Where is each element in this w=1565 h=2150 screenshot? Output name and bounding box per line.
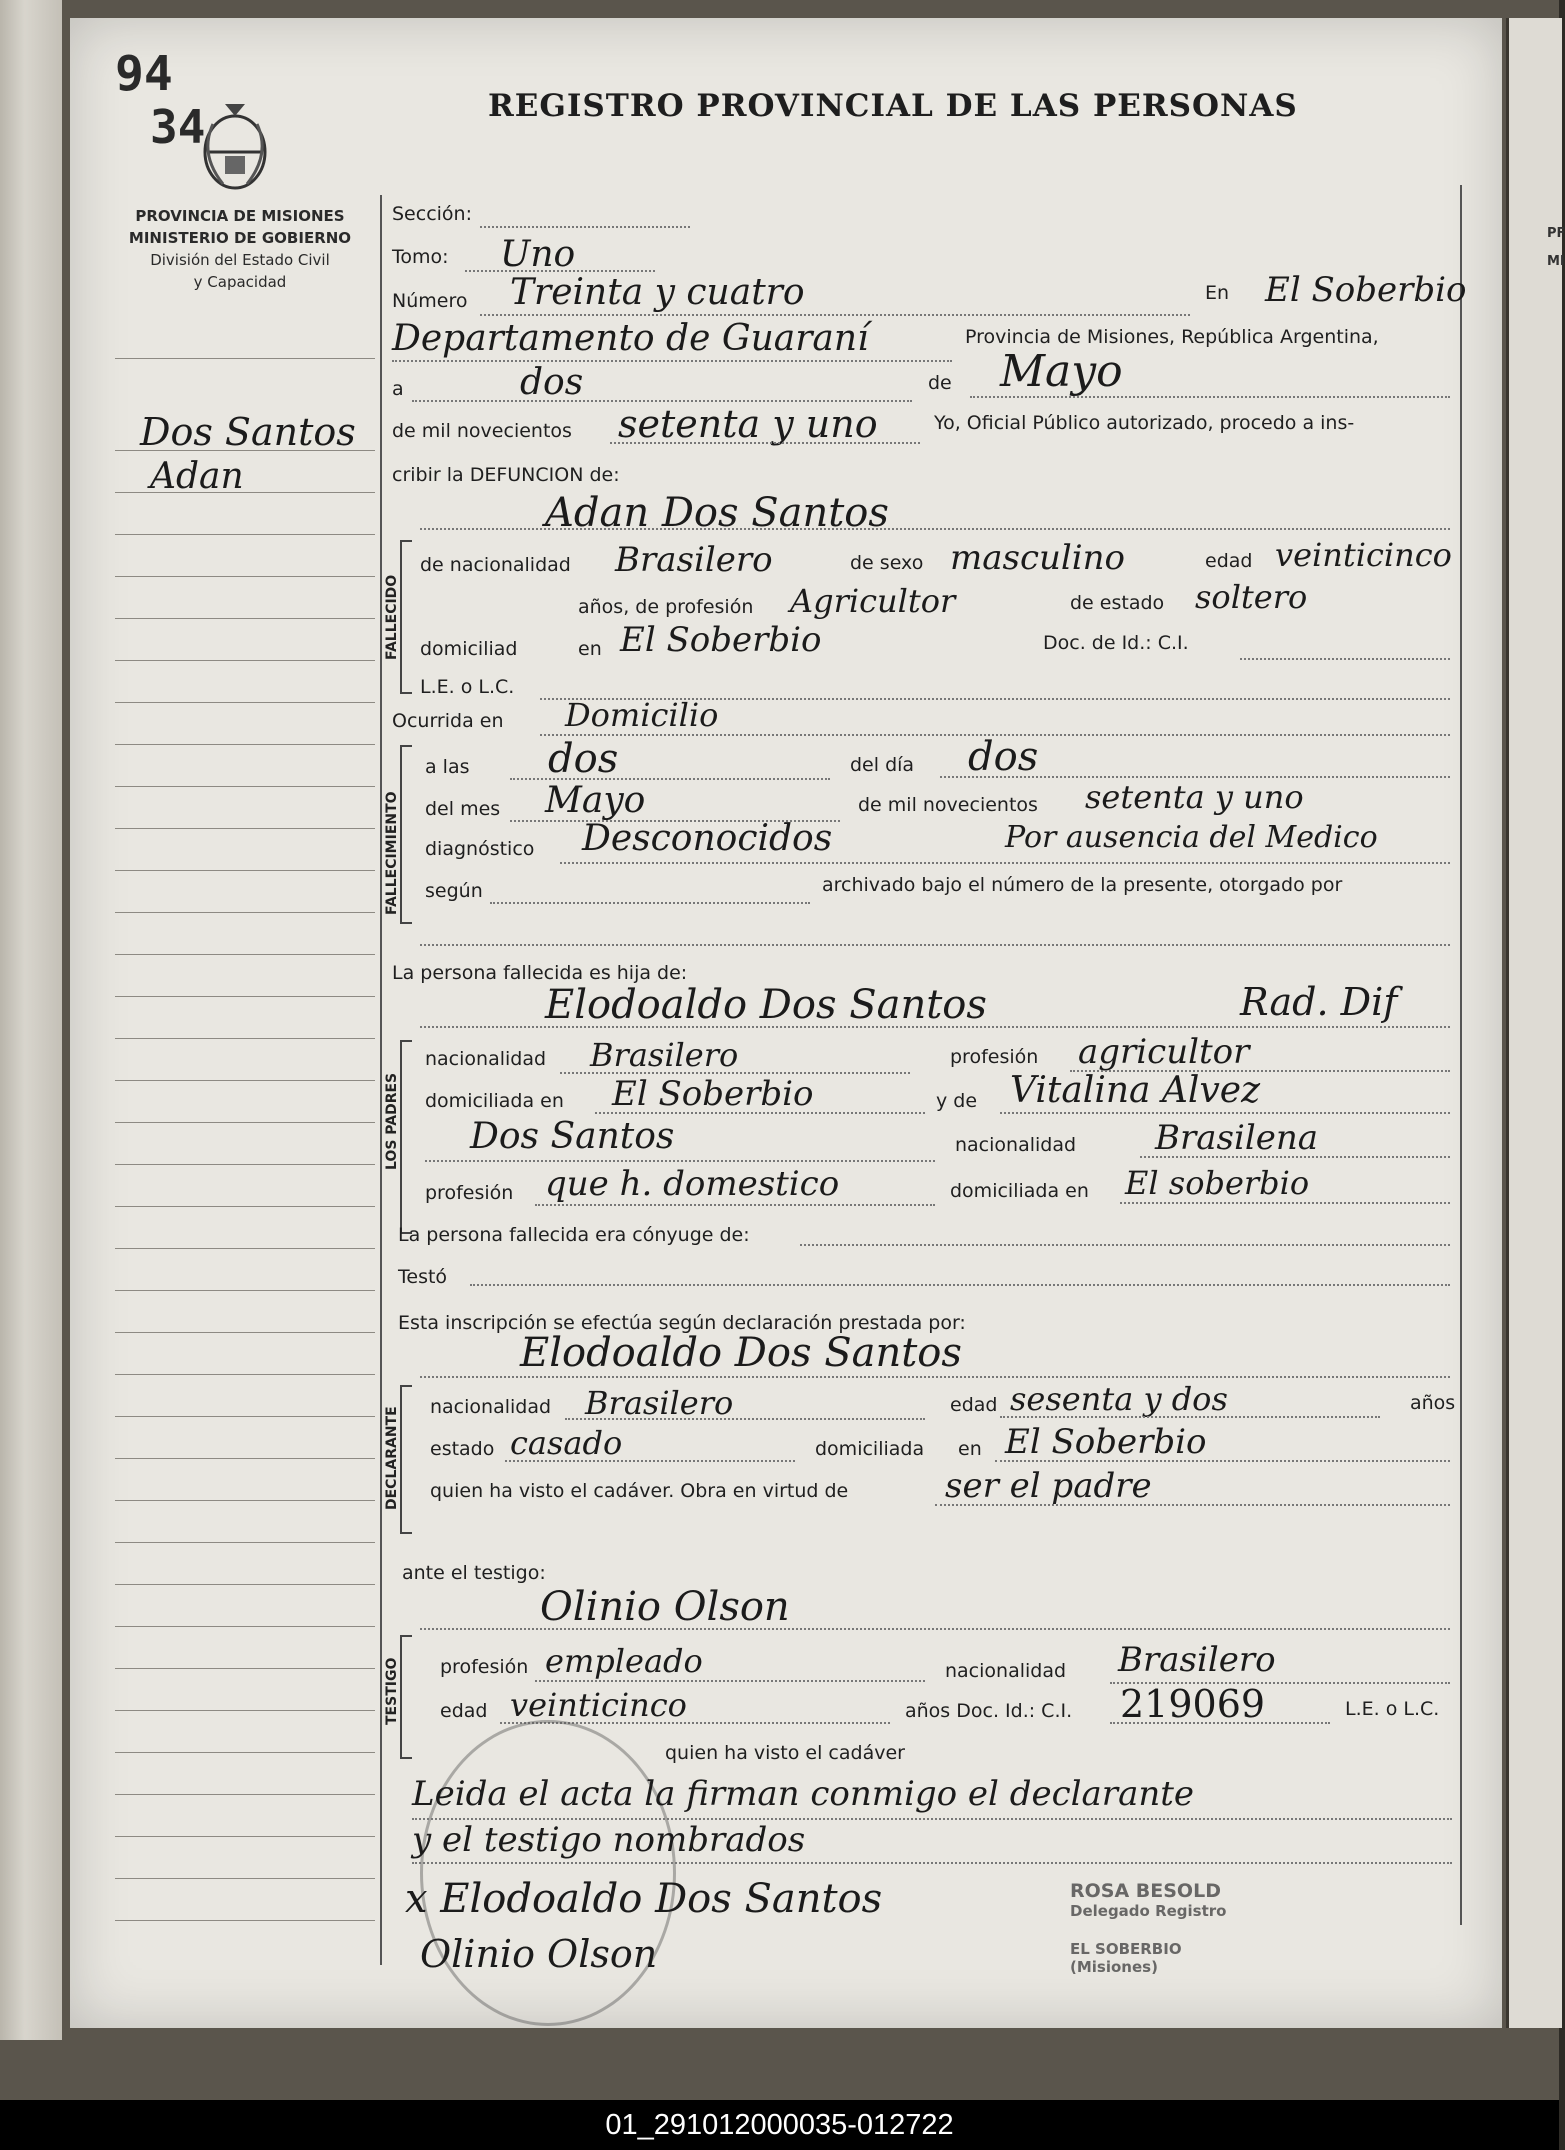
testigo-le-label: L.E. o L.C. (1345, 1698, 1440, 1720)
declarante-edad-field (1000, 1416, 1380, 1418)
madre-domicilio-label: domiciliada en (950, 1180, 1089, 1202)
delmes-value: Mayo (545, 780, 646, 821)
ocurrida-value: Domicilio (565, 696, 719, 734)
column-divider (380, 195, 382, 1965)
declarante-estado-value: casado (510, 1424, 623, 1462)
testo-field (470, 1284, 1450, 1286)
diagnostico-extra: Por ausencia del Medico (1005, 820, 1378, 855)
segun-field (490, 902, 810, 904)
le-label: L.E. o L.C. (420, 676, 515, 698)
padre-domicilio-value: El Soberbio (612, 1074, 814, 1114)
declarante-intro-label: Esta inscripción se efectúa según declaración prestada por: (398, 1312, 966, 1334)
domicilio-en-label: en (578, 638, 602, 660)
declarante-estado-field (505, 1460, 795, 1462)
margin-note-name: Adan (150, 456, 244, 497)
margin-rule (115, 1458, 375, 1459)
deldia-label: del día (850, 754, 915, 776)
margin-rule (115, 912, 375, 913)
a-day-value: dos (520, 362, 584, 403)
margin-rule (115, 1290, 375, 1291)
archivado-field (420, 944, 1450, 946)
margin-rule (115, 1836, 375, 1837)
testigo-side-label: TESTIGO (384, 1657, 400, 1725)
a-label: a (392, 378, 404, 400)
registrar-stamp-name: ROSA BESOLD (1070, 1880, 1221, 1902)
margin-rule (115, 1752, 375, 1753)
margin-rule (115, 786, 375, 787)
sexo-value: masculino (950, 538, 1126, 578)
margin-rule (115, 870, 375, 871)
fallecido-bracket (400, 540, 412, 694)
padres-side-label: LOS PADRES (384, 1072, 400, 1170)
margin-rule (115, 1500, 375, 1501)
anio-value: setenta y uno (618, 402, 878, 446)
anio-field (610, 442, 920, 444)
padre-domicilio-field (595, 1112, 925, 1114)
en-label: En (1205, 282, 1230, 304)
margin-rule (115, 1206, 375, 1207)
book-spine (0, 0, 62, 2040)
hija-label: La persona fallecida es hija de: (392, 962, 688, 984)
diagnostico-value: Desconocidos (582, 818, 833, 859)
folio-number-bottom: 34 (150, 100, 206, 154)
declarante-bracket (400, 1385, 412, 1534)
mes-field (970, 396, 1450, 398)
margin-rule (115, 702, 375, 703)
margin-rule (115, 534, 375, 535)
numero-value: Treinta y cuatro (510, 272, 805, 313)
testigo-edad-value: veinticinco (510, 1686, 687, 1724)
madre-profesion-label: profesión (425, 1182, 514, 1204)
numero-label: Número (392, 290, 468, 312)
delmes-milnov-label: de mil novecientos (858, 794, 1038, 816)
margin-rule (115, 1374, 375, 1375)
testigo-ante-label: ante el testigo: (402, 1562, 546, 1584)
segun-label: según (425, 880, 483, 902)
de-label: de (928, 372, 952, 394)
declarante-edad-label: edad (950, 1394, 998, 1416)
image-caption: 01_291012000035-012722 (605, 2108, 954, 2141)
declarante-en-label: en (958, 1438, 982, 1460)
tomo-label: Tomo: (392, 246, 449, 268)
padre-profesion-value: agricultor (1078, 1032, 1250, 1072)
margin-rule (115, 618, 375, 619)
testigo-name-field (420, 1628, 1450, 1630)
registrar-stamp (1070, 1880, 1330, 2000)
margin-rule (115, 1248, 375, 1249)
testigo-visto-label: quien ha visto el cadáver (665, 1742, 905, 1764)
alas-value: dos (548, 736, 619, 782)
adjacent-page-text-2: MI (1547, 254, 1565, 269)
margin-rule (115, 1710, 375, 1711)
margin-rule (115, 744, 375, 745)
conyuge-field (800, 1244, 1450, 1246)
margin-rule (115, 1794, 375, 1795)
margin-rule (115, 1584, 375, 1585)
estado-value: soltero (1195, 578, 1308, 616)
madre-nacionalidad-label: nacionalidad (955, 1134, 1077, 1156)
sexo-label: de sexo (850, 552, 924, 574)
margin-rule (115, 828, 375, 829)
registrar-stamp-title: Delegado Registro (1070, 1902, 1227, 1920)
madre-nacionalidad-value: Brasilena (1155, 1118, 1318, 1158)
madre-name-value-2: Dos Santos (470, 1116, 675, 1157)
estado-label: de estado (1070, 592, 1165, 614)
madre-domicilio-value: El soberbio (1125, 1164, 1310, 1202)
testigo-name-value: Olinio Olson (540, 1584, 790, 1630)
margin-rule (115, 1920, 375, 1921)
numero-field (480, 314, 1190, 316)
anios-profesion-label: años, de profesión (578, 596, 754, 618)
margin-rule (115, 1332, 375, 1333)
margin-rule (115, 996, 375, 997)
margin-rule (115, 1080, 375, 1081)
declarante-estado-label: estado (430, 1438, 495, 1460)
testigo-ci-field (1110, 1722, 1330, 1724)
official-seal-stamp (420, 1720, 676, 2026)
alas-label: a las (425, 756, 470, 778)
closing-line-1: Leida el acta la firman conmigo el declarante (412, 1774, 1195, 1814)
declarante-nacionalidad-field (565, 1418, 925, 1420)
milnov-label: de mil novecientos (392, 420, 572, 442)
padre-domicilio-label: domiciliada en (425, 1090, 564, 1112)
padre-nacionalidad-label: nacionalidad (425, 1048, 547, 1070)
image-caption-bar (0, 2100, 1559, 2150)
profesion-value: Agricultor (790, 582, 956, 620)
mes-value: Mayo (1000, 346, 1123, 397)
deldia-value: dos (968, 734, 1039, 780)
testigo-nacionalidad-value: Brasilero (1118, 1640, 1276, 1680)
authority-line-1: PROVINCIA DE MISIONES (135, 207, 345, 225)
domicilio-label: domiciliad (420, 638, 518, 660)
delmes-label: del mes (425, 798, 501, 820)
deceased-name-value: Adan Dos Santos (545, 490, 889, 536)
closing-line-2: y el testigo nombrados (412, 1820, 806, 1860)
departamento-field (392, 360, 952, 362)
testigo-profesion-value: empleado (545, 1642, 703, 1680)
margin-rule (115, 1416, 375, 1417)
nacionalidad-label: de nacionalidad (420, 554, 571, 576)
fallecimiento-anio-value: setenta y uno (1085, 778, 1304, 816)
doc-label: Doc. de Id.: C.I. (1043, 632, 1189, 654)
testigo-nacionalidad-label: nacionalidad (945, 1660, 1067, 1682)
adjacent-page (1506, 18, 1565, 2028)
declarante-name-value: Elodoaldo Dos Santos (520, 1330, 962, 1376)
madre-profesion-field (535, 1204, 935, 1206)
madre-name-value: Vitalina Alvez (1010, 1070, 1261, 1111)
closing-field-2 (412, 1862, 1452, 1864)
fallecimiento-bracket (400, 745, 412, 924)
authority-line-4: y Capacidad (193, 273, 287, 291)
edad-value: veinticinco (1275, 536, 1452, 574)
margin-note-surname: Dos Santos (140, 410, 356, 454)
declarante-nacionalidad-value: Brasilero (585, 1384, 734, 1422)
madre-profesion-value: que h. domestico (545, 1164, 840, 1204)
folio-number-top: 94 (115, 46, 173, 102)
fallecimiento-side-label: FALLECIMIENTO (384, 791, 400, 915)
margin-rule (115, 1626, 375, 1627)
margin-rule (115, 576, 375, 577)
diagnostico-label: diagnóstico (425, 838, 535, 860)
diagnostico-field (560, 862, 1450, 864)
seccion-label: Sección: (392, 203, 472, 225)
padre-note: Rad. Dif (1240, 980, 1398, 1024)
margin-rule (115, 1038, 375, 1039)
declarante-name-field (420, 1376, 1450, 1378)
padre-profesion-label: profesión (950, 1046, 1039, 1068)
conyuge-label: La persona fallecida era cónyuge de: (398, 1224, 750, 1246)
padres-bracket (400, 1040, 412, 1234)
madre-nacionalidad-field (1140, 1156, 1450, 1158)
inscribir-label: cribir la DEFUNCION de: (392, 464, 620, 486)
margin-rule (115, 1878, 375, 1879)
yde-label: y de (936, 1090, 978, 1112)
registrar-stamp-town: EL SOBERBIO (1070, 1940, 1182, 1958)
domicilio-value: El Soberbio (620, 620, 822, 660)
declarante-visto-value: ser el padre (945, 1466, 1152, 1506)
archivado-label: archivado bajo el número de la presente, otorgado por (822, 874, 1343, 896)
declarante-edad-value: sesenta y dos (1010, 1380, 1228, 1418)
page-title: REGISTRO PROVINCIAL DE LAS PERSONAS (488, 88, 1298, 124)
coat-of-arms-icon (195, 94, 275, 194)
declarante-visto-label: quien ha visto el cadáver. Obra en virtud de (430, 1480, 849, 1502)
padre-name-field (420, 1026, 1450, 1028)
oficial-label: Yo, Oficial Público autorizado, procedo a ins- (934, 412, 1355, 434)
margin-rule (115, 1164, 375, 1165)
testigo-anios-label: años Doc. Id.: C.I. (905, 1700, 1073, 1722)
right-border (1460, 185, 1462, 1925)
edad-label: edad (1205, 550, 1253, 572)
declarante-side-label: DECLARANTE (384, 1406, 400, 1510)
departamento-value: Departamento de Guaraní (392, 318, 869, 359)
deceased-name-field (420, 528, 1450, 530)
ocurrida-label: Ocurrida en (392, 710, 504, 732)
declarante-domicilio-value: El Soberbio (1005, 1422, 1207, 1462)
margin-rule (115, 660, 375, 661)
declarante-nacionalidad-label: nacionalidad (430, 1396, 552, 1418)
madre-name-field (1000, 1112, 1450, 1114)
signature-testigo: Olinio Olson (420, 1932, 658, 1976)
margin-rule (115, 1668, 375, 1669)
en-value: El Soberbio (1265, 270, 1467, 310)
declarante-domiciliada-label: domiciliada (815, 1438, 925, 1460)
padre-nacionalidad-value: Brasilero (590, 1036, 739, 1074)
margin-rule (115, 1122, 375, 1123)
registrar-stamp-province: (Misiones) (1070, 1958, 1158, 1976)
madre-name-field-2 (425, 1160, 935, 1162)
margin-rule (115, 1542, 375, 1543)
testigo-edad-label: edad (440, 1700, 488, 1722)
authority-line-3: División del Estado Civil (150, 251, 330, 269)
declarante-visto-field (935, 1504, 1450, 1506)
authority-line-2: MINISTERIO DE GOBIERNO (128, 229, 352, 247)
issuing-authority (100, 205, 380, 293)
signature-declarante: x Elodoaldo Dos Santos (405, 1876, 883, 1922)
testo-label: Testó (398, 1266, 448, 1288)
testigo-bracket (400, 1635, 412, 1759)
margin-rule (115, 954, 375, 955)
declarante-domicilio-field (995, 1460, 1450, 1462)
margin-rule (115, 358, 375, 359)
testigo-profesion-label: profesión (440, 1656, 529, 1678)
adjacent-page-text-1: PF (1547, 226, 1565, 241)
madre-domicilio-field (1120, 1202, 1450, 1204)
doc-field (1240, 658, 1450, 660)
padre-name-value: Elodoaldo Dos Santos (545, 982, 987, 1028)
testigo-profesion-field (535, 1680, 925, 1682)
fallecido-side-label: FALLECIDO (384, 574, 400, 660)
provincia-label: Provincia de Misiones, República Argentina, (965, 326, 1379, 348)
testigo-ci-value: 219069 (1120, 1682, 1266, 1726)
nacionalidad-value: Brasilero (615, 540, 773, 580)
declarante-anios-label: años (1410, 1392, 1456, 1414)
tomo-value: Uno (500, 234, 576, 275)
seccion-field (480, 226, 690, 228)
